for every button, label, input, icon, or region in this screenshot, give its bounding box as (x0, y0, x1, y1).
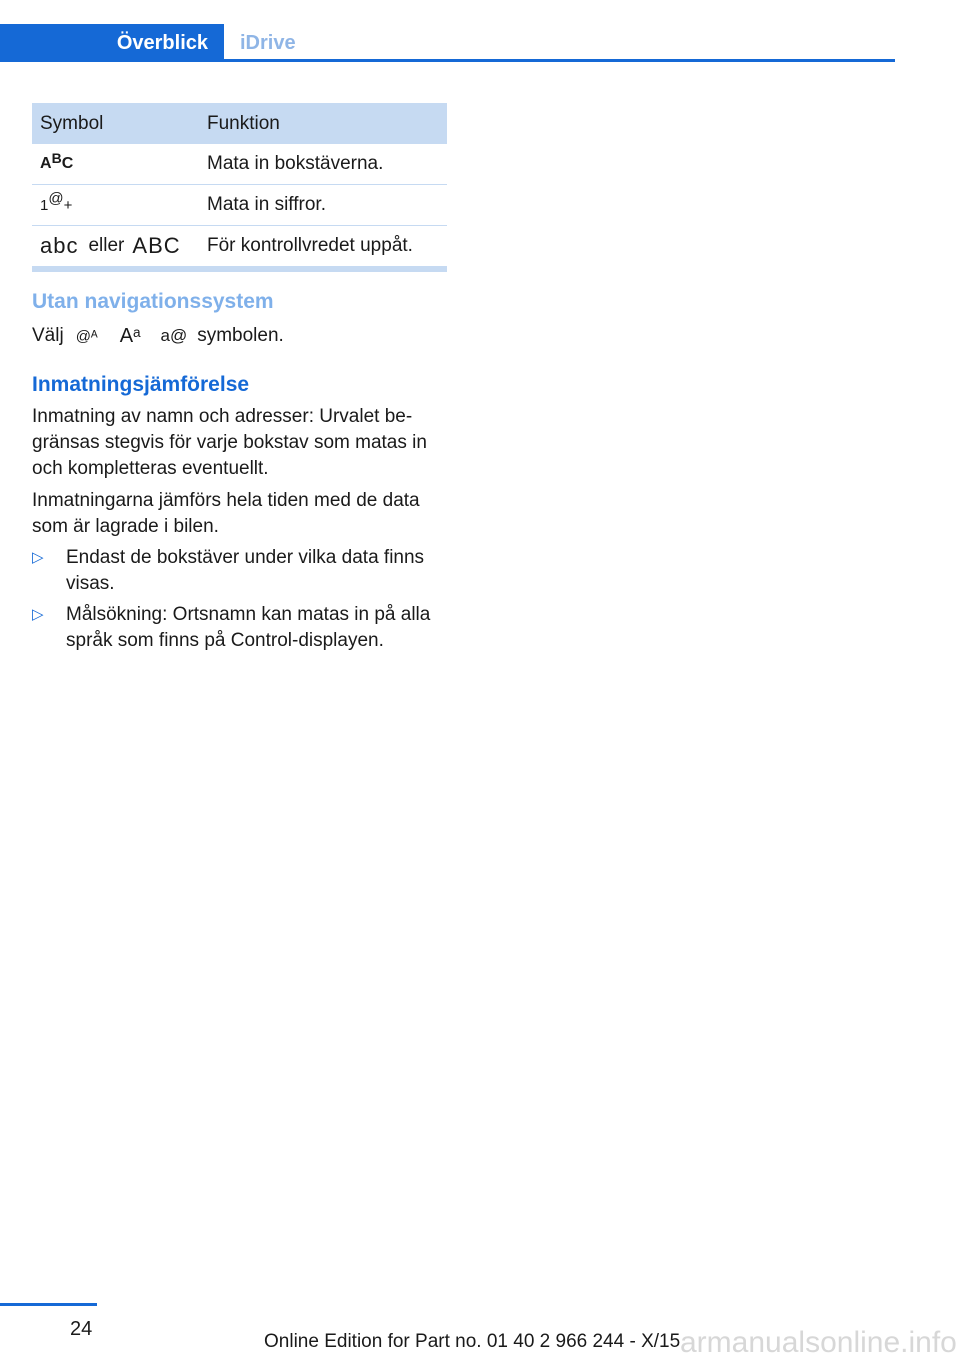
numbers-symbol-icon (32, 189, 207, 214)
symbol-part: B (51, 150, 62, 166)
paragraph: Inmatning av namn och adresser: Urvalet be- gränsas stegvis för varje bokstav som matas in och kompletteras eventuellt. (32, 406, 427, 479)
list-item-text: Målsökning: Ortsnamn kan matas in på alla språk som finns på Control-displayen. (66, 604, 431, 651)
lowercase-abc-icon: abc (40, 233, 79, 258)
function-text: Mata in siffror. (207, 194, 326, 215)
function-text: Mata in bokstäverna. (207, 153, 384, 174)
bullet-triangle-icon: ▷ (32, 606, 44, 623)
select-suffix: symbolen. (197, 325, 284, 346)
tab-idrive[interactable]: iDrive (240, 31, 296, 54)
list-item (32, 602, 447, 654)
letter-case-icon: Aᵃ (119, 324, 141, 347)
page-number: 24 (70, 1318, 93, 1340)
at-letter-icon: @ᴬ (75, 327, 98, 345)
heading-no-navigation: Utan navigationssystem (32, 290, 274, 313)
tab-overblick[interactable]: Överblick (0, 24, 224, 62)
edition-line: Online Edition for Part no. 01 40 2 966 244 - X/15 (264, 1331, 681, 1352)
symbol-part: @ (48, 189, 64, 207)
list-item (32, 545, 447, 597)
letters-symbol-icon (32, 150, 207, 173)
select-prefix: Välj (32, 325, 64, 346)
col-header-function: Funktion (207, 112, 280, 134)
bullet-triangle-icon: ▷ (32, 549, 44, 566)
header-tabbar (0, 24, 895, 62)
table-row (32, 144, 447, 185)
function-text: För kontrollvredet uppåt. (207, 235, 413, 256)
paragraph: Inmatningarna jämförs hela tiden med de data som är lagrade i bilen. (32, 490, 420, 537)
footer-rule (0, 1303, 97, 1306)
symbol-part: + (63, 196, 73, 214)
table-row (32, 185, 447, 226)
table-header (32, 103, 447, 144)
symbol-table (32, 103, 447, 272)
col-header-symbol: Symbol (40, 112, 104, 134)
select-symbol-line (32, 322, 284, 350)
list-item-text: Endast de bokstäver under vilka data finns visas. (66, 547, 425, 594)
table-bottom-rule (32, 266, 447, 272)
header-rule (0, 59, 895, 62)
symbol-part: C (61, 155, 74, 172)
table-row (32, 226, 447, 266)
case-symbol-cell (32, 233, 207, 259)
letter-at-icon: a@ (160, 326, 188, 345)
uppercase-abc-icon: ABC (132, 233, 181, 258)
symbol-part: A (40, 155, 52, 172)
watermark: armanualsonline.info (680, 1326, 957, 1359)
connector-text: eller (88, 235, 125, 256)
heading-input-comparison: Inmatningsjämförelse (32, 373, 250, 396)
symbol-part: 1 (40, 196, 49, 214)
